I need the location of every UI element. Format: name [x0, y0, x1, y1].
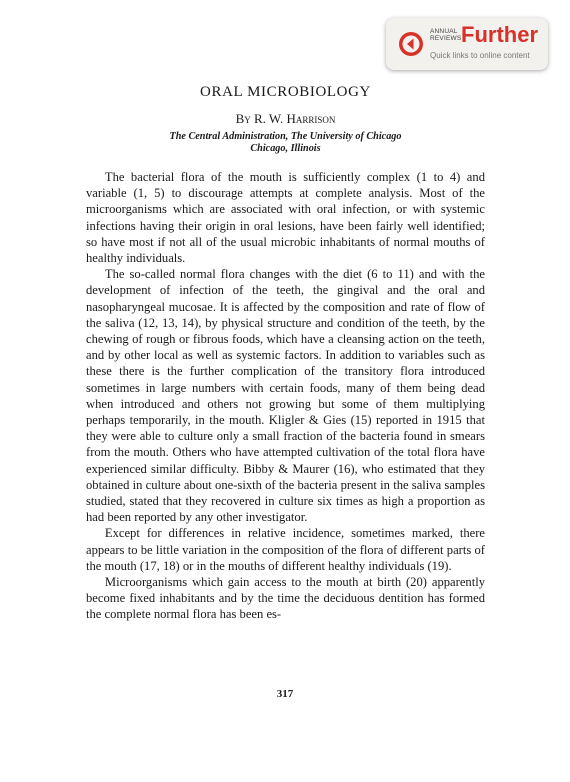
affiliation-line-1: The Central Administration, The University of Chicago	[169, 131, 402, 142]
annual-reviews-label: ANNUAL REVIEWS	[430, 28, 462, 42]
further-label: Further	[461, 22, 538, 47]
page-number: 317	[276, 688, 294, 700]
further-subtitle: Quick links to online content	[430, 51, 530, 60]
paragraph-1: The bacterial flora of the mouth is sufficiently complex (1 to 4) and variable (1, 5) to discourage attempts at complete analysis. Most of the microorganisms which are associated with oral infection, or with systemic infections having their origin in oral lesions, have been fairly well identified; so have most if not all of the usual microbic inhabitants of normal mouths of healthy individuals.	[86, 170, 485, 266]
paragraph-3: Except for differences in relative incidence, sometimes marked, there appears to be little variation in the composition of the flora of different parts of the mouth (17, 18) or in the mouths of different healthy individuals (19).	[86, 526, 485, 573]
affiliation-line-2: Chicago, Illinois	[250, 143, 321, 154]
paragraph-2: The so-called normal flora changes with the diet (6 to 11) and with the development of infection of the teeth, the gingival and the oral and nasopharyngeal mucosae. It is affected by the composition and rate of flow of the saliva (12, 13, 14), by physical structure and condition of the teeth, by the chewing of rough or fibrous foods, which have a cleansing action on the teeth, and by other local as well as systemic factors. In addition to variables such as these there is the further complication of the transitory flora introduced sometimes in large numbers with certain foods, many of them being dead when introduced and others not growing but some of them multiplying perhaps temporarily, in the mouth. Kligler & Gies (15) reported in 1915 that they were able to culture only a small fraction of the bacteria found in smears from the mouth. Others who have attempted cultivation of the total flora have experienced similar difficulty. Bibby & Maurer (16), who estimated that they obtained in culture about one-sixth of the bacteria present in the saliva samples studied, stated that they recovered in culture six times as high a proportion as had been reported by any other investigator.	[86, 267, 485, 525]
paragraph-4: Microorganisms which gain access to the mouth at birth (20) apparently become fixed inhabitants and by the time the deciduous dentition has formed the complete normal flora has been es-	[86, 575, 485, 622]
further-badge[interactable]	[386, 18, 548, 70]
byline-by: By	[235, 111, 251, 126]
author-name: R. W. Harrison	[254, 111, 336, 126]
byline	[86, 111, 485, 127]
annual-reviews-logo-icon	[398, 31, 424, 57]
article-body	[86, 169, 485, 623]
article-title: ORAL MICROBIOLOGY	[200, 84, 371, 100]
article	[86, 84, 485, 623]
